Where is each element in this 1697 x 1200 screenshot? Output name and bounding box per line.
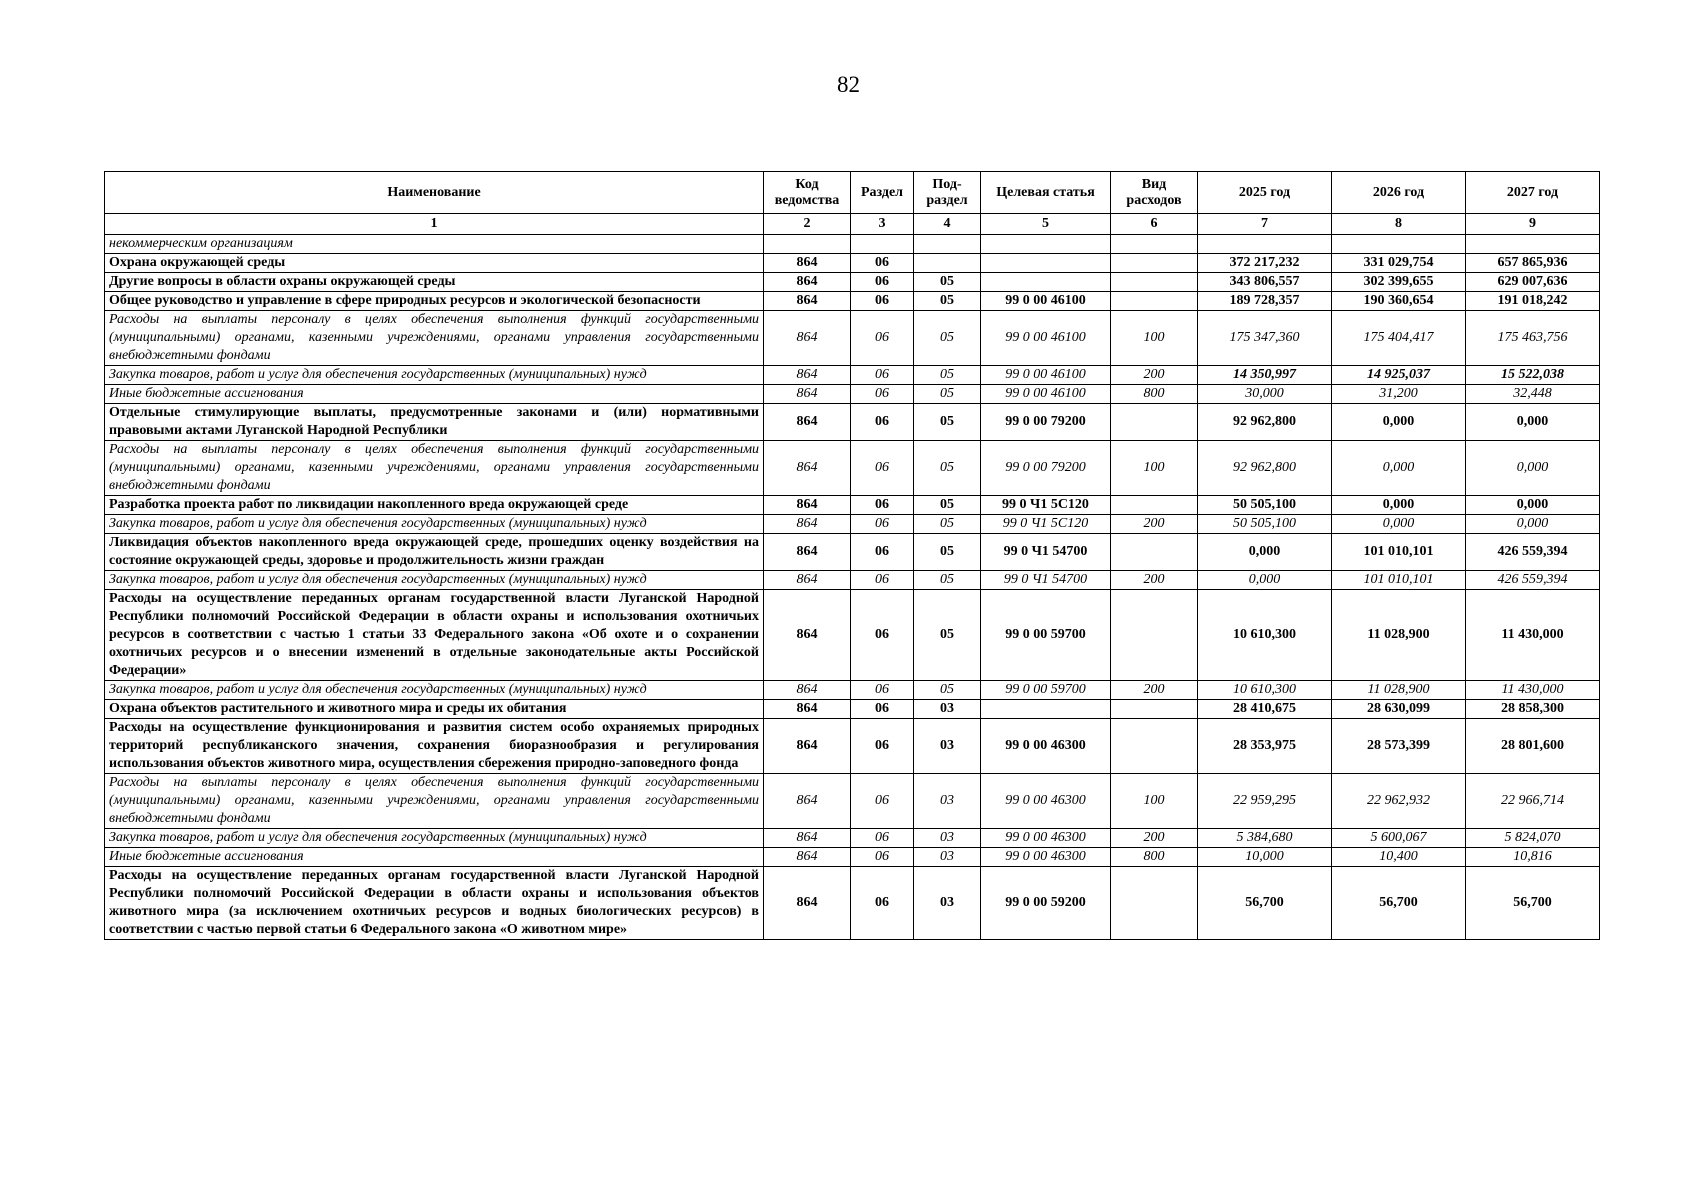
cell-2026: 190 360,654	[1332, 292, 1466, 311]
cell-2027: 5 824,070	[1466, 829, 1600, 848]
cell-department-code: 864	[764, 848, 851, 867]
cell-section: 06	[851, 700, 914, 719]
cell-name: Отдельные стимулирующие выплаты, предусмотренные законами и (или) нормативными правовыми актами Луганской Народной Республики	[105, 404, 764, 441]
cell-section: 06	[851, 496, 914, 515]
cell-2026: 0,000	[1332, 441, 1466, 496]
col-number: 3	[851, 214, 914, 235]
cell-name: Закупка товаров, работ и услуг для обеспечения государственных (муниципальных) нужд	[105, 571, 764, 590]
table-row	[105, 254, 1600, 273]
cell-subsection: 03	[914, 848, 981, 867]
cell-2025: 0,000	[1198, 571, 1332, 590]
cell-section	[851, 235, 914, 254]
cell-department-code: 864	[764, 292, 851, 311]
cell-section: 06	[851, 534, 914, 571]
cell-subsection: 03	[914, 774, 981, 829]
cell-2027: 56,700	[1466, 867, 1600, 940]
cell-2025: 0,000	[1198, 534, 1332, 571]
cell-2026: 101 010,101	[1332, 534, 1466, 571]
cell-target-article	[981, 700, 1111, 719]
cell-subsection: 05	[914, 385, 981, 404]
header-row	[105, 172, 1600, 214]
cell-expense-type: 200	[1111, 515, 1198, 534]
table-row	[105, 496, 1600, 515]
budget-table	[104, 171, 1600, 940]
cell-section: 06	[851, 829, 914, 848]
table-row	[105, 571, 1600, 590]
col-number: 1	[105, 214, 764, 235]
cell-2026: 175 404,417	[1332, 311, 1466, 366]
cell-target-article	[981, 254, 1111, 273]
cell-subsection: 03	[914, 700, 981, 719]
cell-2027: 15 522,038	[1466, 366, 1600, 385]
cell-2025: 28 353,975	[1198, 719, 1332, 774]
table-row	[105, 385, 1600, 404]
cell-department-code: 864	[764, 571, 851, 590]
cell-target-article: 99 0 00 46100	[981, 366, 1111, 385]
cell-department-code: 864	[764, 254, 851, 273]
cell-2026: 11 028,900	[1332, 681, 1466, 700]
cell-department-code: 864	[764, 829, 851, 848]
cell-2027: 0,000	[1466, 441, 1600, 496]
cell-subsection: 05	[914, 534, 981, 571]
cell-2027: 28 801,600	[1466, 719, 1600, 774]
cell-department-code: 864	[764, 700, 851, 719]
cell-2026: 31,200	[1332, 385, 1466, 404]
col-number: 7	[1198, 214, 1332, 235]
cell-subsection: 03	[914, 867, 981, 940]
cell-department-code: 864	[764, 719, 851, 774]
table-row	[105, 774, 1600, 829]
cell-expense-type	[1111, 292, 1198, 311]
cell-subsection: 05	[914, 366, 981, 385]
cell-2026: 101 010,101	[1332, 571, 1466, 590]
cell-subsection: 05	[914, 273, 981, 292]
table-row	[105, 829, 1600, 848]
table-row	[105, 311, 1600, 366]
cell-target-article	[981, 273, 1111, 292]
table-row	[105, 292, 1600, 311]
col-header-2026: 2026 год	[1332, 172, 1466, 214]
cell-subsection: 05	[914, 571, 981, 590]
cell-name: Ликвидация объектов накопленного вреда окружающей среде, прошедших оценку воздействия на состояние окружающей среды, здоровье и продолжительность жизни граждан	[105, 534, 764, 571]
table-row	[105, 534, 1600, 571]
cell-department-code: 864	[764, 590, 851, 681]
cell-2025: 92 962,800	[1198, 441, 1332, 496]
cell-expense-type: 200	[1111, 681, 1198, 700]
cell-name: Расходы на осуществление переданных органам государственной власти Луганской Народной Республики полномочий Российской Федерации в области охраны и использования объектов животного мира (за исключением охотничьих ресурсов и водных биологических ресурсов) в соответствии с частью первой статьи 6 Федерального закона «О животном мире»	[105, 867, 764, 940]
cell-2027: 629 007,636	[1466, 273, 1600, 292]
table-row	[105, 441, 1600, 496]
cell-2025: 10 610,300	[1198, 681, 1332, 700]
cell-2026: 14 925,037	[1332, 366, 1466, 385]
cell-2026: 56,700	[1332, 867, 1466, 940]
cell-target-article: 99 0 00 59200	[981, 867, 1111, 940]
cell-name: Иные бюджетные ассигнования	[105, 385, 764, 404]
column-number-row	[105, 214, 1600, 235]
cell-subsection: 05	[914, 496, 981, 515]
cell-name: Расходы на выплаты персоналу в целях обеспечения выполнения функций государственными (муниципальными) органами, казенными учреждениями, органами управления государственными внебюджетными фондами	[105, 311, 764, 366]
cell-department-code	[764, 235, 851, 254]
cell-subsection: 03	[914, 829, 981, 848]
cell-name: Расходы на выплаты персоналу в целях обеспечения выполнения функций государственными (муниципальными) органами, казенными учреждениями, органами управления государственными внебюджетными фондами	[105, 441, 764, 496]
cell-section: 06	[851, 681, 914, 700]
cell-2026: 22 962,932	[1332, 774, 1466, 829]
cell-2025	[1198, 235, 1332, 254]
cell-2026: 28 573,399	[1332, 719, 1466, 774]
cell-subsection: 05	[914, 292, 981, 311]
cell-section: 06	[851, 590, 914, 681]
cell-section: 06	[851, 366, 914, 385]
cell-target-article: 99 0 00 46100	[981, 385, 1111, 404]
cell-target-article: 99 0 00 46100	[981, 311, 1111, 366]
cell-department-code: 864	[764, 311, 851, 366]
cell-target-article: 99 0 Ч1 5С120	[981, 496, 1111, 515]
table-row	[105, 273, 1600, 292]
cell-name: Закупка товаров, работ и услуг для обеспечения государственных (муниципальных) нужд	[105, 366, 764, 385]
cell-2025: 50 505,100	[1198, 496, 1332, 515]
cell-section: 06	[851, 292, 914, 311]
cell-section: 06	[851, 571, 914, 590]
cell-expense-type: 200	[1111, 829, 1198, 848]
cell-section: 06	[851, 515, 914, 534]
table-row	[105, 590, 1600, 681]
cell-2025: 10 610,300	[1198, 590, 1332, 681]
col-number: 2	[764, 214, 851, 235]
table-row	[105, 366, 1600, 385]
cell-2027: 175 463,756	[1466, 311, 1600, 366]
cell-2026: 0,000	[1332, 496, 1466, 515]
cell-section: 06	[851, 311, 914, 366]
cell-2027: 32,448	[1466, 385, 1600, 404]
cell-name: Иные бюджетные ассигнования	[105, 848, 764, 867]
cell-target-article: 99 0 00 79200	[981, 441, 1111, 496]
col-number: 4	[914, 214, 981, 235]
cell-section: 06	[851, 273, 914, 292]
cell-department-code: 864	[764, 774, 851, 829]
cell-target-article: 99 0 00 59700	[981, 681, 1111, 700]
cell-2027: 0,000	[1466, 496, 1600, 515]
cell-target-article: 99 0 00 46300	[981, 848, 1111, 867]
cell-2027: 191 018,242	[1466, 292, 1600, 311]
cell-2026: 331 029,754	[1332, 254, 1466, 273]
cell-2027: 11 430,000	[1466, 590, 1600, 681]
cell-department-code: 864	[764, 273, 851, 292]
cell-target-article: 99 0 Ч1 54700	[981, 534, 1111, 571]
cell-name: некоммерческим организациям	[105, 235, 764, 254]
cell-2027: 657 865,936	[1466, 254, 1600, 273]
cell-department-code: 864	[764, 441, 851, 496]
cell-expense-type: 800	[1111, 848, 1198, 867]
cell-2025: 343 806,557	[1198, 273, 1332, 292]
cell-department-code: 864	[764, 496, 851, 515]
page-number: 82	[837, 72, 860, 97]
cell-expense-type	[1111, 719, 1198, 774]
cell-expense-type	[1111, 235, 1198, 254]
cell-expense-type	[1111, 404, 1198, 441]
cell-name: Общее руководство и управление в сфере природных ресурсов и экологической безопасности	[105, 292, 764, 311]
cell-department-code: 864	[764, 867, 851, 940]
cell-subsection: 05	[914, 404, 981, 441]
cell-expense-type	[1111, 534, 1198, 571]
table-row	[105, 404, 1600, 441]
cell-name: Расходы на осуществление функционирования и развития систем особо охраняемых природных территорий республиканского значения, сохранения биоразнообразия и регулирования использования объектов животного мира, осуществления сбережения природно-заповедного фонда	[105, 719, 764, 774]
table-row	[105, 681, 1600, 700]
cell-department-code: 864	[764, 534, 851, 571]
cell-department-code: 864	[764, 515, 851, 534]
cell-department-code: 864	[764, 385, 851, 404]
cell-target-article: 99 0 00 46100	[981, 292, 1111, 311]
cell-expense-type	[1111, 254, 1198, 273]
cell-target-article: 99 0 00 46300	[981, 774, 1111, 829]
cell-department-code: 864	[764, 681, 851, 700]
cell-2027: 28 858,300	[1466, 700, 1600, 719]
cell-section: 06	[851, 719, 914, 774]
cell-name: Закупка товаров, работ и услуг для обеспечения государственных (муниципальных) нужд	[105, 515, 764, 534]
cell-section: 06	[851, 867, 914, 940]
cell-expense-type: 800	[1111, 385, 1198, 404]
cell-target-article: 99 0 Ч1 54700	[981, 571, 1111, 590]
cell-expense-type: 200	[1111, 571, 1198, 590]
cell-target-article: 99 0 Ч1 5С120	[981, 515, 1111, 534]
col-number: 8	[1332, 214, 1466, 235]
col-header-type: Вид расходов	[1111, 172, 1198, 214]
cell-target-article: 99 0 00 46300	[981, 829, 1111, 848]
cell-2026: 5 600,067	[1332, 829, 1466, 848]
cell-expense-type: 100	[1111, 774, 1198, 829]
cell-name: Расходы на выплаты персоналу в целях обеспечения выполнения функций государственными (муниципальными) органами, казенными учреждениями, органами управления государственными внебюджетными фондами	[105, 774, 764, 829]
cell-subsection: 05	[914, 311, 981, 366]
cell-subsection: 05	[914, 681, 981, 700]
cell-2025: 92 962,800	[1198, 404, 1332, 441]
cell-name: Другие вопросы в области охраны окружающей среды	[105, 273, 764, 292]
table-row	[105, 848, 1600, 867]
cell-subsection: 05	[914, 590, 981, 681]
cell-2026	[1332, 235, 1466, 254]
cell-expense-type	[1111, 867, 1198, 940]
col-number: 5	[981, 214, 1111, 235]
table-row	[105, 719, 1600, 774]
cell-department-code: 864	[764, 404, 851, 441]
cell-2027	[1466, 235, 1600, 254]
cell-section: 06	[851, 848, 914, 867]
cell-2025: 189 728,357	[1198, 292, 1332, 311]
cell-expense-type	[1111, 700, 1198, 719]
cell-section: 06	[851, 254, 914, 273]
cell-2026: 302 399,655	[1332, 273, 1466, 292]
cell-name: Охрана окружающей среды	[105, 254, 764, 273]
cell-2025: 28 410,675	[1198, 700, 1332, 719]
col-header-2027: 2027 год	[1466, 172, 1600, 214]
cell-2027: 22 966,714	[1466, 774, 1600, 829]
cell-department-code: 864	[764, 366, 851, 385]
col-header-name: Наименование	[105, 172, 764, 214]
cell-2025: 372 217,232	[1198, 254, 1332, 273]
cell-2026: 28 630,099	[1332, 700, 1466, 719]
cell-expense-type	[1111, 273, 1198, 292]
cell-2027: 426 559,394	[1466, 571, 1600, 590]
cell-subsection	[914, 254, 981, 273]
table-row	[105, 515, 1600, 534]
col-header-article: Целевая статья	[981, 172, 1111, 214]
cell-expense-type	[1111, 496, 1198, 515]
cell-subsection: 05	[914, 515, 981, 534]
col-header-subsection: Под-раздел	[914, 172, 981, 214]
cell-target-article: 99 0 00 59700	[981, 590, 1111, 681]
cell-section: 06	[851, 385, 914, 404]
col-number: 9	[1466, 214, 1600, 235]
cell-target-article	[981, 235, 1111, 254]
cell-2027: 10,816	[1466, 848, 1600, 867]
col-number: 6	[1111, 214, 1198, 235]
cell-2025: 10,000	[1198, 848, 1332, 867]
cell-2026: 0,000	[1332, 404, 1466, 441]
cell-subsection: 05	[914, 441, 981, 496]
col-header-2025: 2025 год	[1198, 172, 1332, 214]
col-header-code: Код ведомства	[764, 172, 851, 214]
cell-2027: 0,000	[1466, 515, 1600, 534]
cell-name: Расходы на осуществление переданных органам государственной власти Луганской Народной Республики полномочий Российской Федерации в области охраны и использования охотничьих ресурсов в соответствии с частью 1 статьи 33 Федерального закона «Об охоте и о сохранении охотничьих ресурсов и о внесении изменений в отдельные законодательные акты Российской Федерации»	[105, 590, 764, 681]
cell-2025: 175 347,360	[1198, 311, 1332, 366]
table-row	[105, 235, 1600, 254]
cell-name: Разработка проекта работ по ликвидации накопленного вреда окружающей среде	[105, 496, 764, 515]
cell-expense-type: 100	[1111, 441, 1198, 496]
table-row	[105, 867, 1600, 940]
col-header-section: Раздел	[851, 172, 914, 214]
cell-subsection: 03	[914, 719, 981, 774]
cell-2025: 22 959,295	[1198, 774, 1332, 829]
cell-expense-type: 100	[1111, 311, 1198, 366]
cell-2025: 14 350,997	[1198, 366, 1332, 385]
cell-name: Закупка товаров, работ и услуг для обеспечения государственных (муниципальных) нужд	[105, 681, 764, 700]
cell-section: 06	[851, 441, 914, 496]
cell-2027: 11 430,000	[1466, 681, 1600, 700]
cell-section: 06	[851, 774, 914, 829]
cell-2025: 5 384,680	[1198, 829, 1332, 848]
cell-2025: 50 505,100	[1198, 515, 1332, 534]
cell-expense-type	[1111, 590, 1198, 681]
cell-2026: 0,000	[1332, 515, 1466, 534]
table-row	[105, 700, 1600, 719]
cell-name: Закупка товаров, работ и услуг для обеспечения государственных (муниципальных) нужд	[105, 829, 764, 848]
cell-2025: 30,000	[1198, 385, 1332, 404]
cell-2026: 11 028,900	[1332, 590, 1466, 681]
cell-target-article: 99 0 00 46300	[981, 719, 1111, 774]
cell-target-article: 99 0 00 79200	[981, 404, 1111, 441]
cell-2026: 10,400	[1332, 848, 1466, 867]
cell-name: Охрана объектов растительного и животного мира и среды их обитания	[105, 700, 764, 719]
cell-subsection	[914, 235, 981, 254]
cell-expense-type: 200	[1111, 366, 1198, 385]
cell-2025: 56,700	[1198, 867, 1332, 940]
cell-section: 06	[851, 404, 914, 441]
cell-2027: 0,000	[1466, 404, 1600, 441]
cell-2027: 426 559,394	[1466, 534, 1600, 571]
